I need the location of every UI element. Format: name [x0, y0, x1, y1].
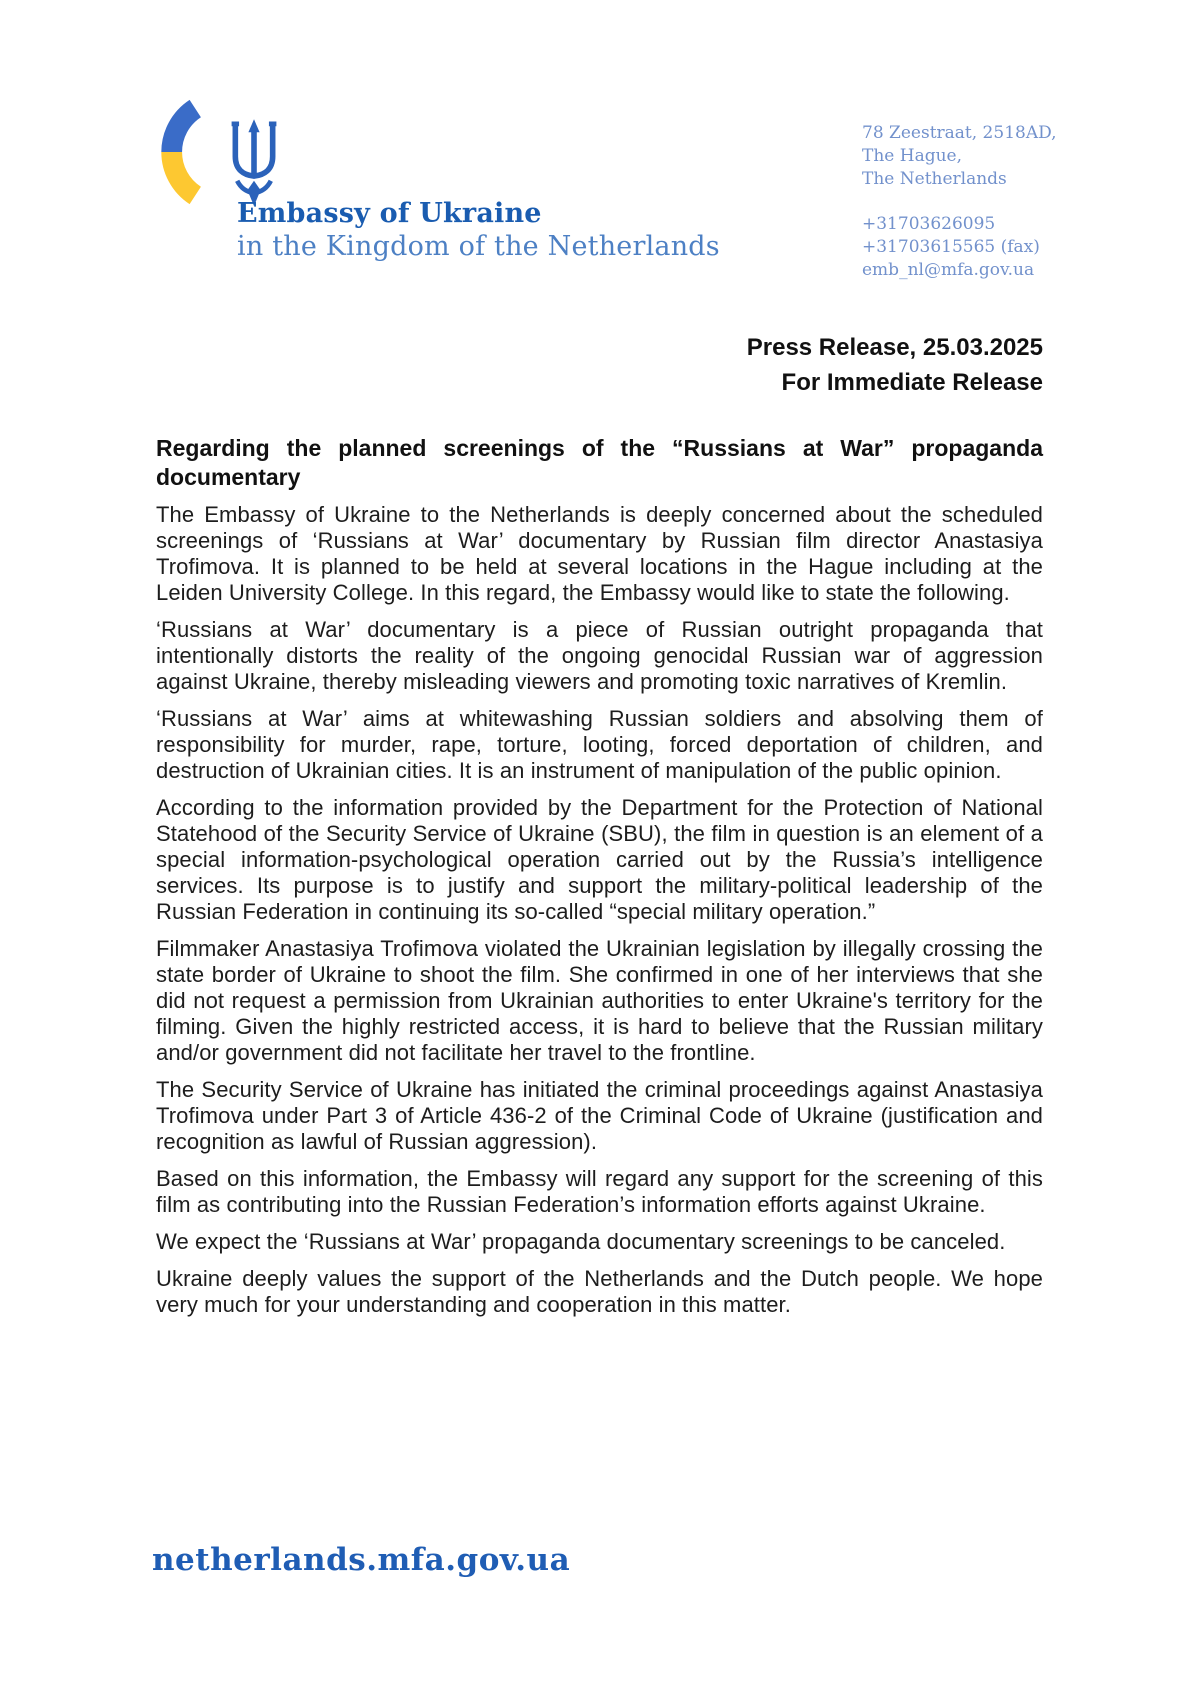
address-line: The Hague,: [862, 146, 963, 166]
fax-number: +31703615565 (fax): [862, 237, 1040, 257]
org-name: Embassy of Ukraine: [237, 198, 542, 229]
phone-number: +31703626095: [862, 214, 996, 234]
letterhead: [0, 0, 1200, 330]
immediate-release-line: For Immediate Release: [781, 369, 1043, 396]
contact-gap: [862, 191, 1057, 213]
paragraph: ‘Russians at War’ aims at whitewashing Russian soldiers and absolving them of responsibility for murder, rape, torture, looting, forced deportation of children, and destruction of Ukrainian cities. It is an instrument of manipulation of the public opinion.: [156, 706, 1043, 783]
crescent-mark-icon: [150, 88, 216, 221]
paragraph: Filmmaker Anastasiya Trofimova violated the Ukrainian legislation by illegally crossing the state border of Ukraine to shoot the film. She confirmed in one of her interviews that she did not request a permission from Ukrainian authorities to enter Ukraine's territory for the filming. Given the highly restricted access, it is hard to believe that the Russian military and/or government did not facilitate her travel to the frontline.: [156, 936, 1043, 1065]
document-body: [156, 434, 1043, 1318]
paragraph: Based on this information, the Embassy will regard any support for the screening of this film as contributing into the Russian Federation’s information efforts against Ukraine.: [156, 1166, 1043, 1217]
press-release-header: [156, 330, 1043, 400]
paragraph: ‘Russians at War’ documentary is a piece of Russian outright propaganda that intentionally distorts the reality of the ongoing genocidal Russian war of aggression against Ukraine, thereby misleading viewers and promoting toxic narratives of Kremlin.: [156, 617, 1043, 694]
address-line: The Netherlands: [862, 169, 1007, 189]
address-line: 78 Zeestraat, 2518AD,: [862, 123, 1057, 143]
paragraph: Ukraine deeply values the support of the Netherlands and the Dutch people. We hope very much for your understanding and cooperation in this matter.: [156, 1266, 1043, 1317]
contact-block: [862, 122, 1057, 282]
org-title: [237, 198, 720, 264]
paragraph: According to the information provided by the Department for the Protection of National Statehood of the Security Service of Ukraine (SBU), the film in question is an element of a special information-psychological operation carried out by the Russia’s intelligence services. Its purpose is to justify and support the military-political leadership of the Russian Federation in continuing its so-called “special military operation.”: [156, 795, 1043, 924]
press-release-date-line: Press Release, 25.03.2025: [746, 334, 1043, 361]
org-subtitle: in the Kingdom of the Netherlands: [237, 231, 720, 262]
document-heading: Regarding the planned screenings of the “Russians at War” propaganda documentary: [156, 435, 1043, 490]
email-address: emb_nl@mfa.gov.ua: [862, 260, 1035, 280]
paragraph: We expect the ‘Russians at War’ propaganda documentary screenings to be canceled.: [156, 1229, 1006, 1254]
paragraph: The Security Service of Ukraine has initiated the criminal proceedings against Anastasiya Trofimova under Part 3 of Article 436-2 of the Criminal Code of Ukraine (justification and recognition as lawful of Russian aggression).: [156, 1077, 1043, 1154]
footer-website: netherlands.mfa.gov.ua: [152, 1542, 571, 1578]
paragraph: The Embassy of Ukraine to the Netherlands is deeply concerned about the scheduled screenings of ‘Russians at War’ documentary by Russian film director Anastasiya Trofimova. It is planned to be held at several locations in the Hague including at the Leiden University College. In this regard, the Embassy would like to state the following.: [156, 502, 1043, 605]
